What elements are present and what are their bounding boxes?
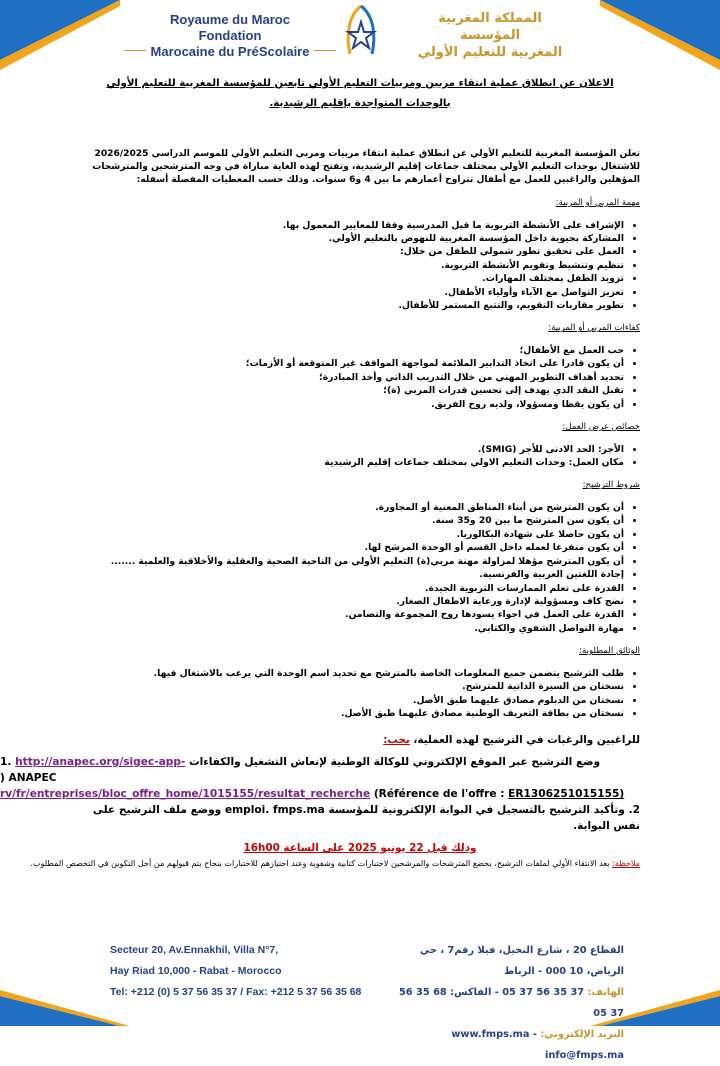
mission-heading: مهمة المربي أو المربية: (555, 198, 640, 208)
list-item: • تطوير مقاربات التقويم، والتتبع المستمر للأطفال. (80, 299, 624, 312)
list-item: • نسختان من الدبلوم مصادق عليهما طبق الأصل. (80, 694, 624, 707)
application-must: يجب: (383, 734, 410, 747)
list-item: • المشاركة بحيوية داخل المؤسسة المغربية للنهوض بالتعليم الأولي. (80, 232, 624, 245)
conditions-heading: شروط الترشيح: (582, 480, 640, 491)
announcement-title-line1: الاعلان عن انطلاق عملية انتقاء مربين ومربيات التعليم الأولي تابعين للمؤسسة المغربية للتعليم الأولي (106, 78, 614, 89)
header-ar-line1: المملكة المغربية (438, 11, 542, 26)
footer-band (0, 986, 720, 1026)
note-label: ملاحظة: (612, 857, 640, 868)
footer-fr-address1: Secteur 20, Av.Ennakhil, Villa N°7, (110, 944, 279, 956)
list-item: • نضج كاف ومسؤولية لإدارة ورعاية الاطفال الصغار. (80, 595, 624, 608)
footer-ar-mail-value: www.fmps.ma - info@fmps.ma (451, 1029, 624, 1061)
footer-ar-phone-value: 37 35 56 37 05 - الفاكس: 68 35 56 37 05 (398, 987, 624, 1019)
list-item: • أن يكون متفرغا لعمله داخل القسم أو الوحدة المرشح لها. (80, 541, 624, 554)
step-2-number: 2. (628, 803, 640, 816)
list-item: • تزويد الطفل بمختلف المهارات. (80, 272, 624, 285)
anapec-link-part2[interactable]: rv/fr/entreprises/bloc_offre_home/1015155/resultat_recherche (0, 787, 371, 800)
announcement-title-line2: بالوحدات المتواجدة بإقليم الرشيدية. (269, 98, 451, 109)
offer-heading: خصائص عرض العمل: (562, 422, 640, 433)
list-item: • أن يكون قادرا على اتخاذ التدابير الملائمة لمواجهة المواقف غير المتوقعة أو الأزمات؛ (80, 357, 624, 370)
footer-fr-address2: Hay Riad 10,000 - Rabat - Morocco (110, 965, 282, 977)
list-item: • أن يكون المترشح من أبناء المناطق المعنية أو المجاورة. (80, 501, 624, 514)
announcement-body (0, 74, 640, 869)
note-text: بعد الانتقاء الأولي لملفات الترشيح، يخضع المترشحات والمرشحين لاختبارات كتابية وشفوية وعند اجتيازهم للاختبارات بنجاح يتم قبولهم من أجل التكوين في التخصص المطلوب. (30, 857, 610, 868)
list-item: • تنظيم وتنشيط وتقويم الأنشطة التربوية. (80, 259, 624, 272)
list-item: • تعزيز التواصل مع الآباء وأولياء الأطفال. (80, 286, 624, 299)
header-ar-line2: المؤسسة (459, 28, 521, 43)
footer-ar-phone-label: الهاتف: (587, 987, 624, 998)
header-french (130, 12, 330, 60)
fmps-star-logo-icon (338, 2, 384, 64)
list-item: • أن يكون حاصلا على شهادة البكالوريا. (80, 528, 624, 541)
footer-ar-mail-label: البريد الإلكتروني: (540, 1029, 624, 1040)
documents-heading: الوثائق المطلوبة: (579, 646, 640, 657)
header-fr-line2: Fondation (198, 28, 262, 43)
header-corner-left (0, 0, 120, 70)
footer-ar-mail (384, 1024, 624, 1066)
application-heading (80, 734, 640, 748)
list-item: • تحديد أهداف التطوير المهني من خلال التدريب الذاتي وأخذ المبادرة؛ (80, 371, 624, 384)
step-2-text: وتأكيد الترشيح بالتسجيل في البوابة الإلكترونية للمؤسسة emploi. fmps.ma ووضع ملف الترشيح على نفس البوابة. (92, 803, 640, 832)
anapec-link-part1[interactable]: http://anapec.org/sigec-app- (15, 755, 186, 768)
step-1-number: 1. (0, 755, 12, 768)
list-item: • الإشراف على الأنشطة التربوية ما قبل المدرسية وفقا للمعايير المعمول بها. (80, 219, 624, 232)
offer-reference: ER1306251015155) (508, 787, 625, 800)
header-arabic (395, 10, 585, 61)
list-item: • أن يكون يقظا ومسؤولا، ولديه روح الفريق. (80, 398, 624, 411)
header-fr-rule-right (314, 50, 336, 51)
header-corner-right (600, 0, 720, 70)
step-1-text: وضع الترشيح عبر الموقع الإلكتروني للوكالة الوطنية لإنعاش التشغيل والكفاءات ANAPEC ( (0, 755, 601, 784)
list-item: • القدرة على تعلم الممارسات التربوية الجيدة. (80, 582, 624, 595)
footer-fr-phone: Tel: +212 (0) 5 37 56 35 37 / Fax: +212 5 37 56 35 68 (110, 986, 362, 998)
announcement-intro: تعلن المؤسسة المغربية للتعليم الأولي عن انطلاق عملية انتقاء مربيات ومربي التعليم الأولي للموسم الدراسي 2026/2025 للاشتغال بوحدات التعليم الأولي بمختلف جماعات إقليم الرشيدية، وتفتح لهذه الغاية مباراة في وجه المترشحين والمترشحات المؤهلين والراغبين للعمل مع أطفال تتراوح أعمارهم ما بين 4 و6 سنوات. وذلك حسب المعطيات المفصلة أسفله: (92, 149, 640, 185)
mission-list (80, 219, 640, 313)
conditions-list (80, 501, 640, 635)
list-item: • مكان العمل: وحدات التعليم الاولي بمختلف جماعات إقليم الرشيدية (80, 456, 624, 469)
list-item: • حب العمل مع الأطفال؛ (80, 344, 624, 357)
list-item: • مهارة التواصل الشفوي والكتابي. (80, 622, 624, 635)
list-item: • نسختان من السيرة الذاتية للمترشح. (80, 680, 624, 693)
application-note (0, 858, 640, 869)
list-item: • نسختان من بطاقة التعريف الوطنية مصادق عليهما طبق الأصل. (80, 707, 624, 720)
list-item: • تقبل النقد الذي يهدف إلى تحسين قدرات المربي (ة)؛ (80, 384, 624, 397)
list-item: • طلب الترشيح يتضمن جميع المعلومات الخاصة بالمترشح مع تحديد اسم الوحدة التي يرغب بالاشتغال فيها. (80, 667, 624, 680)
footer-ar-address: القطاع 20 ، شارع النخيل، فيلا رقم7 ، حي الرياض، 10 000 - الرباط (420, 945, 624, 977)
application-deadline: وذلك قبل 22 يونيو 2025 على الساعة 16h00 (243, 841, 477, 854)
header-ar-line3: المغربية للتعليم الأولي (417, 45, 563, 60)
list-item: • أن يكون المترشح مؤهلا لمزاولة مهنة مربي(ة) التعليم الأولي من الناحية الصحية والعقلية والأخلاقية والعلمية ....... (80, 555, 624, 568)
application-heading-text: للراغبين والرغبات في الترشيح لهذه العملية، (413, 734, 640, 747)
application-step-1 (0, 754, 640, 802)
skills-heading: كفاءات المربي أو المربية: (548, 323, 640, 334)
offer-list (80, 443, 640, 470)
list-item: • الأجر: الحد الادنى للأجر (SMIG). (80, 443, 624, 456)
list-item: • إجادة اللغتين العربية والفرنسية. (80, 568, 624, 581)
list-item: • القدرة على العمل في اجواء يسودها روح المجموعة والتضامن. (80, 608, 624, 621)
header-fr-line1: Royaume du Maroc (170, 12, 290, 27)
skills-list (80, 344, 640, 411)
list-item: • العمل على تحقيق تطور شمولي للطفل من خلال: (80, 245, 624, 258)
header-fr-rule-left (124, 50, 146, 51)
offer-reference-label: (Référence de l'offre : (373, 787, 505, 800)
documents-list (80, 667, 640, 721)
list-item: • أن يكون سن المترشح ما بين 20 و35 سنة. (80, 514, 624, 527)
header-fr-line3: Marocaine du PréScolaire (150, 44, 310, 59)
application-step-2 (80, 802, 640, 834)
